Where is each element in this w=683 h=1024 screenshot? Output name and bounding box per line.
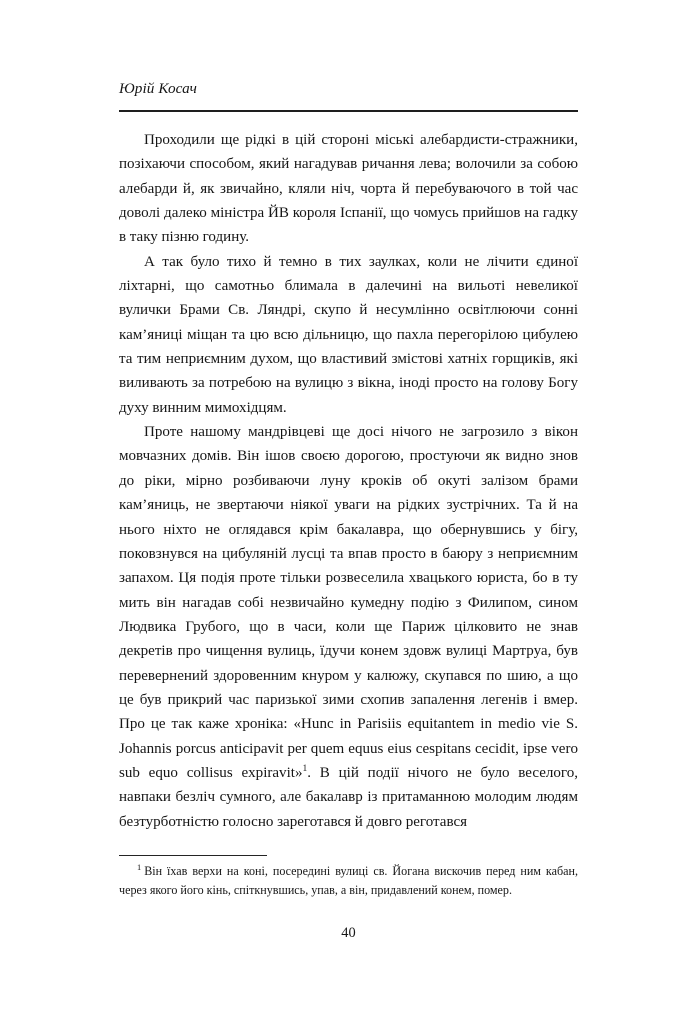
footnote-reference-marker[interactable]: 1	[302, 763, 308, 774]
running-head	[119, 80, 578, 98]
footnote-number: 1	[137, 862, 142, 872]
page-number: 40	[341, 925, 356, 941]
paragraph-with-quote	[119, 420, 578, 834]
footnote	[119, 862, 578, 900]
paragraph-text-before-quote: Проте нашому мандрівцеві ще досі нічого не загрозило з вікон мовчазних домів. Він ішов своєю дорогою, простуючи як видно знов до ріки, мірно розбиваючи луну кроків об окуті залізом брами кам’яниць, не звертаючи ніякої уваги на рідких зустрічних. Та й на нього ніхто не оглядався крім бакалавра, що обернувшись у бігу, поковзнувся на цибуляній лусці та впав просто в баюру з неприємним запахом. Ця подія проте тільки розвеселила хвацького юриста, бо в ту мить він нагадав собі незвичайно кумедну подію з Филипом, сином Людвика Грубого, що в часи, коли ще Париж цілковито не знав декретів про чищення вулиць, їдучи конем здовж вулиці Мартруа, був перевернений здоровенним кнуром у калюжу, скупався по шию, а що це був прикрий час паризької зими схопив запалення легенів і вмер. Про це так каже хроніка:	[119, 424, 578, 733]
footnote-separator-rule	[119, 855, 267, 856]
running-head-author: Юрій Косач	[119, 80, 197, 97]
paragraph: А так було тихо й темно в тих заулках, коли не лічити єдиної ліхтарні, що самотньо блимала в далечині на вильоті невеликої вулички Брами Св. Ляндрі, скупо й несумлінно освітлюючи сонні кам’яниці міщан та цю всю дільницю, що пахла перегорілою цибулею та тим неприємним духом, що властивий змістові хатніх горщиків, які виливають за потребою на вулицю з вікна, іноді просто на голову Богу духу винним мимохідцям.	[119, 253, 578, 416]
paragraph: Проходили ще рідкі в цій стороні міські алебардисти-стражники, позіхаючи способом, який нагадував ричання лева; волочили за собою алебарди й, як звичайно, кляли ніч, чорта й перебуваючого в той час доволі далеко міністра ЙВ короля Іспанії, що чомусь прийшов на гадку в таку пізню годину.	[119, 132, 578, 246]
paragraph-text-after-quote: . В цій події нічого не було веселого, навпаки безліч сумного, але бакалавр із притаманною молодим людям безтурботністю голосно зареготався й довго реготався	[119, 764, 579, 830]
body-text-block	[119, 128, 578, 834]
footnote-text: Він їхав верхи на коні, посередині вулиці св. Йогана вискочив перед ним кабан, через якого його кінь, спіткнувшись, упав, а він, придавлений конем, помер.	[119, 864, 578, 898]
running-head-rule	[119, 110, 578, 112]
latin-chronicle-quote: «Hunc in Parisiis equitantem in medio vie S. Johannis porcus anticipavit per quem equus eius cespitans cecidit, ipse vero sub equo collisus expiravit»	[119, 716, 578, 781]
